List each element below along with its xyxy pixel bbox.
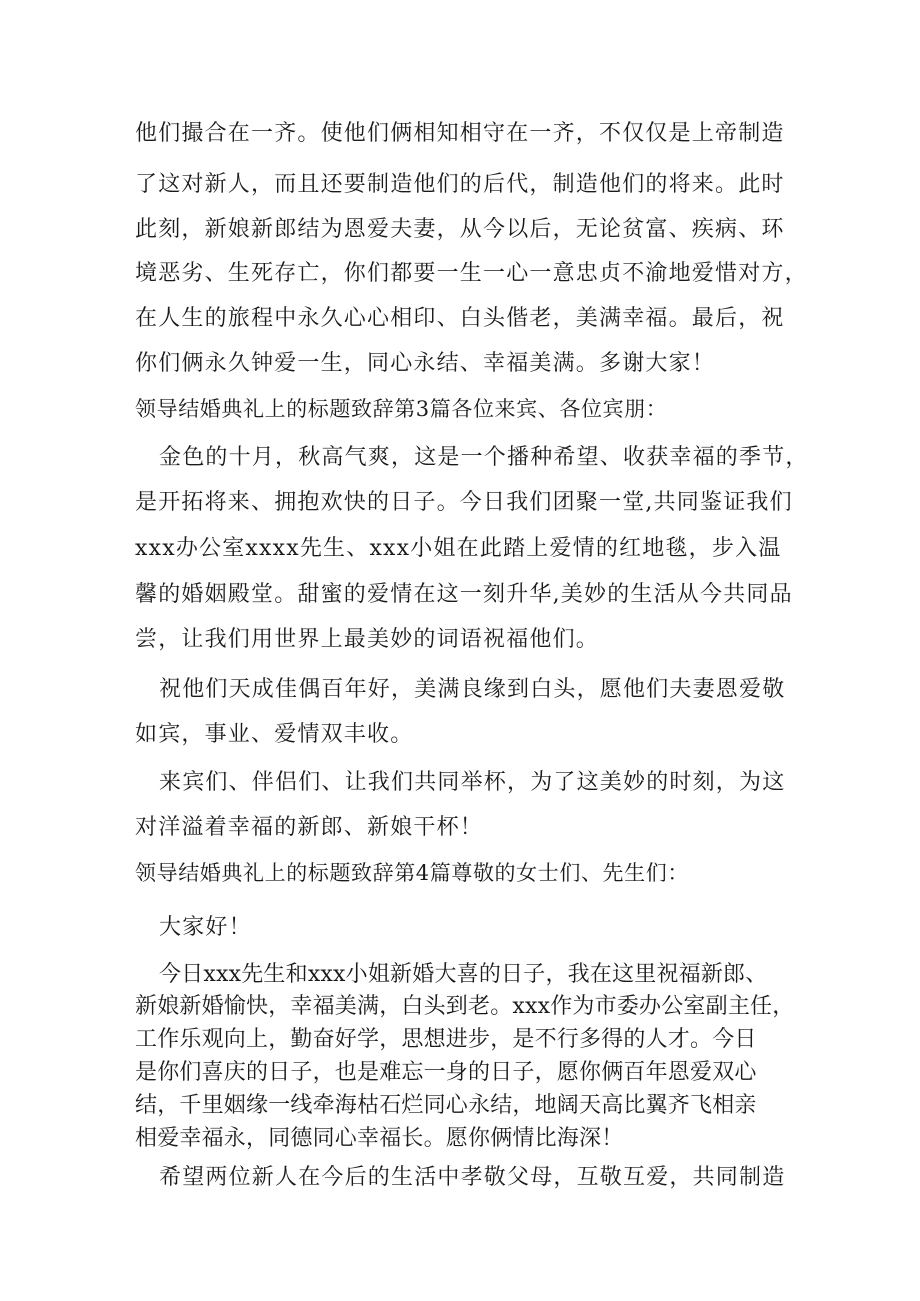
paragraph-line: 馨的婚姻殿堂。甜蜜的爱情在这一刻升华,美妙的生活从今共同品 <box>135 582 793 607</box>
greeting-line: 大家好！ <box>159 915 252 940</box>
paragraph-line: 对洋溢着幸福的新郎、新娘干杯！ <box>135 815 484 840</box>
paragraph-line: xxx办公室xxxx先生、xxx小姐在此踏上爱情的红地毯，步入温 <box>135 536 782 561</box>
paragraph-line: 在人生的旅程中永久心心相印、白头偕老，美满幸福。最后，祝 <box>135 306 785 331</box>
paragraph-line: 金色的十月，秋高气爽，这是一个播种希望、收获幸福的季节， <box>159 445 809 470</box>
paragraph-line: 境恶劣、生死存亡，你们都要一生一心一意忠贞不渝地爱惜对方， <box>135 261 808 286</box>
paragraph-line: 祝他们天成佳偶百年好，美满良缘到白头，愿他们夫妻恩爱敬 <box>159 677 786 702</box>
paragraph-line: 希望两位新人在今后的生活中孝敬父母，互敬互爱，共同制造 <box>159 1165 786 1190</box>
paragraph-line: 是开拓将来、拥抱欢快的日子。今日我们团聚一堂,共同鉴证我们 <box>135 490 793 515</box>
paragraph-line: 相爱幸福永，同德同心幸福长。愿你俩情比海深！ <box>135 1126 624 1151</box>
paragraph-line: 了这对新人，而且还要制造他们的后代，制造他们的将来。此时 <box>135 172 785 197</box>
paragraph-line: 你们俩永久钟爱一生，同心永结、幸福美满。多谢大家！ <box>135 351 716 376</box>
paragraph-line: 是你们喜庆的日子，也是难忘一身的日子，愿你俩百年恩爱双心 <box>135 1060 757 1085</box>
paragraph-line: 此刻，新娘新郎结为恩爱夫妻，从今以后，无论贫富、疾病、环 <box>135 217 785 242</box>
paragraph-line: 新娘新婚愉快，幸福美满，白头到老。xxx作为市委办公室副主任， <box>135 994 795 1019</box>
section-heading-4: 领导结婚典礼上的标题致辞第4篇尊敬的女士们、先生们： <box>135 861 689 885</box>
paragraph-line: 今日xxx先生和xxx小姐新婚大喜的日子，我在这里祝福新郎、 <box>159 962 768 987</box>
section-heading-3: 领导结婚典礼上的标题致辞第3篇各位来宾、各位宾朋： <box>135 397 668 421</box>
paragraph-line: 工作乐观向上，勤奋好学，思想进步，是不行多得的人才。今日 <box>135 1027 757 1052</box>
paragraph-line: 他们撮合在一齐。使他们俩相知相守在一齐，不仅仅是上帝制造 <box>135 121 785 146</box>
paragraph-line: 结，千里姻缘一线牵海枯石烂同心永结，地阔天高比翼齐飞相亲 <box>135 1093 757 1118</box>
paragraph-line: 尝，让我们用世界上最美妙的词语祝福他们。 <box>135 627 600 652</box>
paragraph-line: 来宾们、伴侣们、让我们共同举杯，为了这美妙的时刻，为这 <box>159 770 786 795</box>
paragraph-line: 如宾，事业、爱情双丰收。 <box>135 722 414 747</box>
